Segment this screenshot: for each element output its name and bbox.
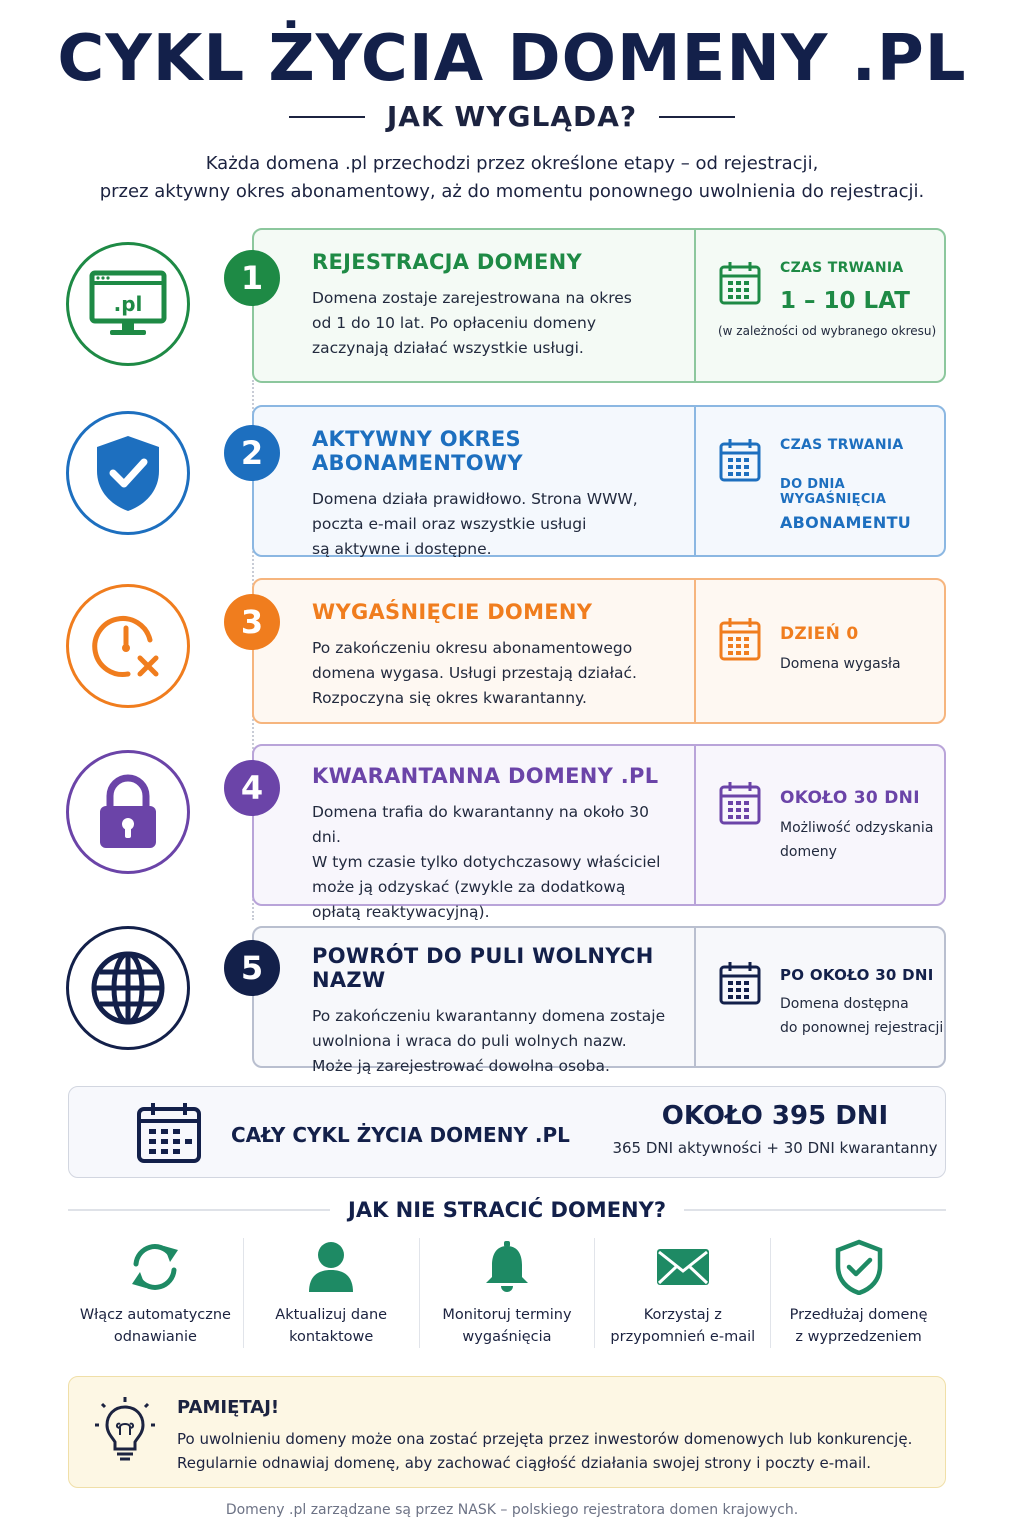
calendar-icon (718, 780, 762, 826)
tip-item (244, 1238, 420, 1348)
step-title: POWRÓT DO PULI WOLNYCH NAZW (312, 944, 654, 992)
calendar-icon (135, 1101, 203, 1165)
lightbulb-icon (93, 1395, 157, 1465)
intro-text (40, 150, 984, 206)
step-number: 1 (224, 250, 280, 306)
tip-item (595, 1238, 771, 1348)
intro-line: Każda domena .pl przechodzi przez określone etapy – od rejestracji, (205, 153, 819, 174)
tip-item (68, 1238, 244, 1348)
tips-heading: JAK NIE STRACIĆ DOMENY? (348, 1198, 667, 1222)
duration-label: CZAS TRWANIA (780, 260, 904, 276)
duration-label: PO OKOŁO 30 DNI (780, 966, 934, 984)
total-value: OKOŁO 395 DNI (661, 1101, 889, 1131)
step-desc-line: Po zakończeniu kwarantanny domena zostaje (312, 1007, 666, 1025)
shield-check-icon (834, 1238, 884, 1296)
step-title: REJESTRACJA DOMENY (312, 250, 583, 274)
duration-label: DZIEŃ 0 (780, 624, 859, 644)
duration-desc: Domena dostępna (780, 996, 909, 1012)
duration-label: CZAS TRWANIA (780, 437, 904, 453)
step-desc-line: zaczynają działać wszystkie usługi. (312, 339, 584, 357)
clock-x-icon (66, 584, 190, 708)
step-card (252, 578, 946, 724)
padlock-icon (66, 750, 190, 874)
tip-item (771, 1238, 946, 1348)
divider (659, 116, 735, 118)
globe-icon (66, 926, 190, 1050)
step-number: 3 (224, 594, 280, 650)
calendar-icon (718, 260, 762, 306)
intro-line: przez aktywny okres abonamentowy, aż do momentu ponownego uwolnienia do rejestracji. (99, 181, 925, 202)
duration-desc: Możliwość odzyskania (780, 820, 934, 836)
step-title: AKTYWNY OKRES ABONAMENTOWY (312, 427, 523, 475)
step-desc-line: może ją odzyskać (zwykle za dodatkową (312, 878, 626, 896)
step-desc-line: są aktywne i dostępne. (312, 540, 492, 558)
tip-text: Aktualizuj dane kontaktowe (275, 1307, 388, 1345)
step-desc-line: poczta e-mail oraz wszystkie usługi (312, 515, 587, 533)
tip-text: Korzystaj z przypomnień e-mail (610, 1307, 756, 1345)
calendar-icon (718, 616, 762, 662)
remember-heading: PAMIĘTAJ! (177, 1397, 280, 1418)
step-desc-line: Może ją zarejestrować dowolna osoba. (312, 1057, 610, 1075)
remember-line: Po uwolnieniu domeny może ona zostać przejęta przez inwestorów domenowych lub konkurencję. (177, 1430, 913, 1448)
step-desc-line: opłatą reaktywacyjną). (312, 903, 490, 921)
tips-list (68, 1238, 946, 1348)
step-desc-line: Po zakończeniu okresu abonamentowego (312, 639, 633, 657)
step-card (252, 405, 946, 557)
step-desc-line: Domena zostaje zarejestrowana na okres (312, 289, 632, 307)
monitor-pl-icon (66, 242, 190, 366)
step-card (252, 926, 946, 1075)
step-desc-line: Domena działa prawidłowo. Strona WWW, (312, 490, 638, 508)
monitor-label: .pl (113, 292, 143, 316)
total-cycle-box (68, 1086, 946, 1178)
duration-desc: do ponownej rejestracji (780, 1020, 944, 1036)
step-desc-line: Rozpoczyna się okres kwarantanny. (312, 689, 587, 707)
tip-item (420, 1238, 596, 1348)
footer-note: Domeny .pl zarządzane są przez NASK – polskiego rejestratora domen krajowych. (225, 1502, 799, 1518)
duration-value: 1 – 10 LAT (780, 288, 910, 314)
step-title: WYGAŚNIĘCIE DOMENY (312, 600, 593, 624)
page-title: CYKL ŻYCIA DOMENY .PL (57, 22, 967, 96)
step-desc-line: W tym czasie tylko dotychczasowy właściciel (312, 853, 661, 871)
step-number: 5 (224, 940, 280, 996)
total-breakdown: 365 DNI aktywności + 30 DNI kwarantanny (612, 1139, 938, 1157)
duration-value-line: ABONAMENTU (780, 513, 912, 532)
tip-text: Monitoruj terminy wygaśnięcia (442, 1307, 572, 1345)
duration-label: OKOŁO 30 DNI (780, 788, 920, 808)
shield-check-icon (66, 411, 190, 535)
duration-desc: Domena wygasła (780, 656, 901, 672)
remember-line: Regularnie odnawiaj domenę, aby zachować ciągłość działania swojej strony i poczty e-mail. (177, 1454, 872, 1472)
bell-icon (482, 1238, 532, 1296)
step-desc-line: domena wygasa. Usługi przestają działać. (312, 664, 637, 682)
user-icon (306, 1238, 356, 1296)
envelope-icon (655, 1238, 711, 1296)
subtitle-row (0, 100, 1024, 133)
duration-value-line: DO DNIA WYGAŚNIĘCIA (780, 477, 887, 507)
tip-text: Włącz automatyczne odnawianie (79, 1307, 231, 1345)
step-title: KWARANTANNA DOMENY .PL (312, 764, 659, 788)
step-card (252, 228, 946, 383)
tips-heading-row (68, 1198, 946, 1222)
divider (289, 116, 365, 118)
step-desc-line: od 1 do 10 lat. Po opłaceniu domeny (312, 314, 596, 332)
remember-box (68, 1376, 946, 1488)
total-label: CAŁY CYKL ŻYCIA DOMENY .PL (231, 1123, 570, 1147)
divider (684, 1209, 946, 1211)
tip-text: Przedłużaj domenę z wyprzedzeniem (789, 1307, 928, 1345)
remember-text (177, 1427, 937, 1475)
refresh-icon (126, 1238, 184, 1296)
calendar-icon (718, 960, 762, 1006)
divider (68, 1209, 330, 1211)
page-subtitle: JAK WYGLĄDA? (386, 100, 638, 133)
step-card (252, 744, 946, 921)
calendar-icon (718, 437, 762, 483)
step-number: 2 (224, 425, 280, 481)
step-desc-line: Domena trafia do kwarantanny na około 30 dni. (312, 803, 650, 846)
step-number: 4 (224, 760, 280, 816)
duration-desc: domeny (780, 844, 837, 860)
duration-note: (w zależności od wybranego okresu) (718, 324, 937, 338)
step-desc-line: uwolniona i wraca do puli wolnych nazw. (312, 1032, 627, 1050)
